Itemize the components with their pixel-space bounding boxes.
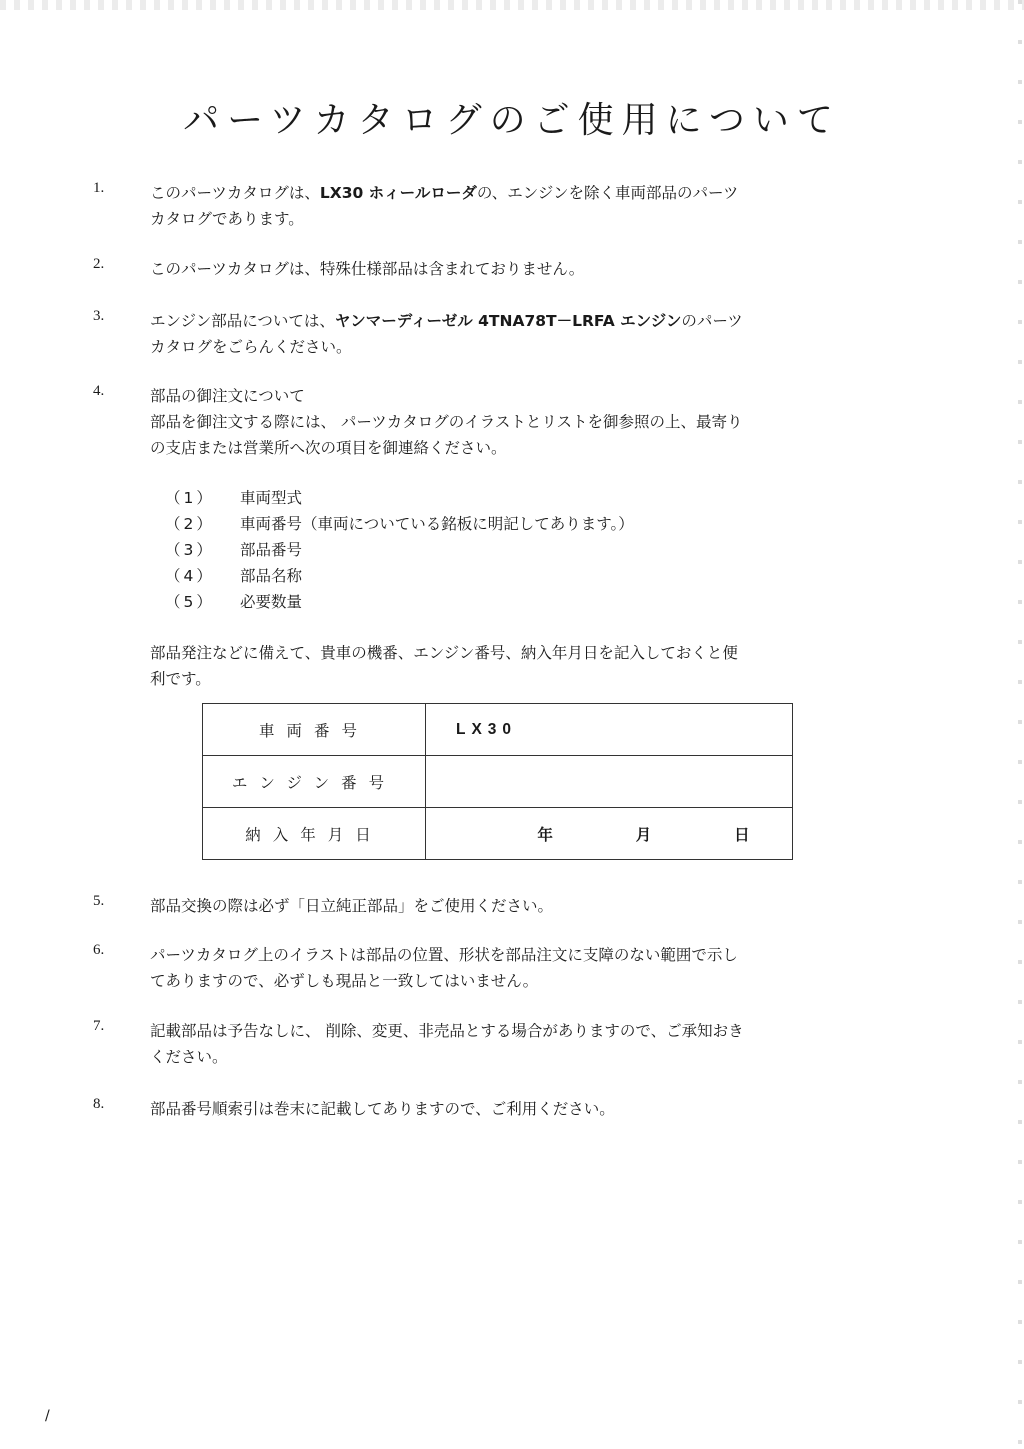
page-title: パーツカタログのご使用について (183, 100, 841, 141)
row-value (426, 808, 793, 860)
item-text: エンジン部品については、ヤンマーディーゼル 4TNA78T－LRFA エンジンのパーツ カタログをごらんください。 (150, 312, 743, 356)
date-day: 日 (734, 826, 750, 844)
row-label: エンジン番号 (203, 756, 426, 808)
row-label: 納入年月日 (203, 808, 426, 860)
scan-noise-top (0, 0, 1024, 10)
scan-noise-right (1018, 0, 1022, 1449)
order-item-5: （5） 必要数量 (165, 593, 303, 611)
order-item-4: （4） 部品名称 (165, 567, 303, 585)
item-number: 6. (93, 942, 105, 958)
corner-mark: / (45, 1408, 50, 1424)
order-item-3: （3） 部品番号 (165, 541, 303, 559)
item-text: 部品交換の際は必ず「日立純正部品」をご使用ください。 (150, 897, 554, 915)
vehicle-record-table (202, 703, 793, 860)
row-value: LX30 (426, 704, 793, 756)
table-row (203, 704, 793, 756)
item-text: このパーツカタログは、LX30 ホィールローダの、エンジンを除く車両部品のパーツ カタログであります。 (150, 184, 739, 228)
item-number: 3. (93, 308, 105, 324)
item-number: 5. (93, 893, 105, 909)
item-number: 8. (93, 1096, 105, 1112)
table-row (203, 808, 793, 860)
item-number: 7. (93, 1018, 105, 1034)
date-month: 月 (635, 826, 652, 844)
order-item-2: （2） 車両番号（車両についている銘板に明記してあります。） (165, 515, 634, 533)
item-text: パーツカタログ上のイラストは部品の位置、形状を部品注文に支障のない範囲で示し てありますので、必ずしも現品と一致してはいません。 (150, 946, 738, 990)
item-number: 4. (93, 383, 105, 399)
item-text: 記載部品は予告なしに、 削除、変更、非売品とする場合がありますので、ご承知おき ください。 (150, 1022, 744, 1066)
table-row (203, 756, 793, 808)
item-number: 1. (93, 180, 105, 196)
date-year: 年 (537, 826, 553, 844)
row-value (426, 756, 793, 808)
item-text: 部品の御注文について 部品を御注文する際には、 パーツカタログのイラストとリストを御参照の上、最寄り の支店または営業所へ次の項目を御連絡ください。 (150, 387, 743, 457)
item-number: 2. (93, 256, 105, 272)
item-text: 部品番号順索引は巻末に記載してありますので、ご利用ください。 (150, 1100, 615, 1118)
item-text: このパーツカタログは、特殊仕様部品は含まれておりません。 (150, 260, 585, 278)
order-item-1: （1） 車両型式 (165, 489, 303, 507)
row-label: 車両番号 (203, 704, 426, 756)
